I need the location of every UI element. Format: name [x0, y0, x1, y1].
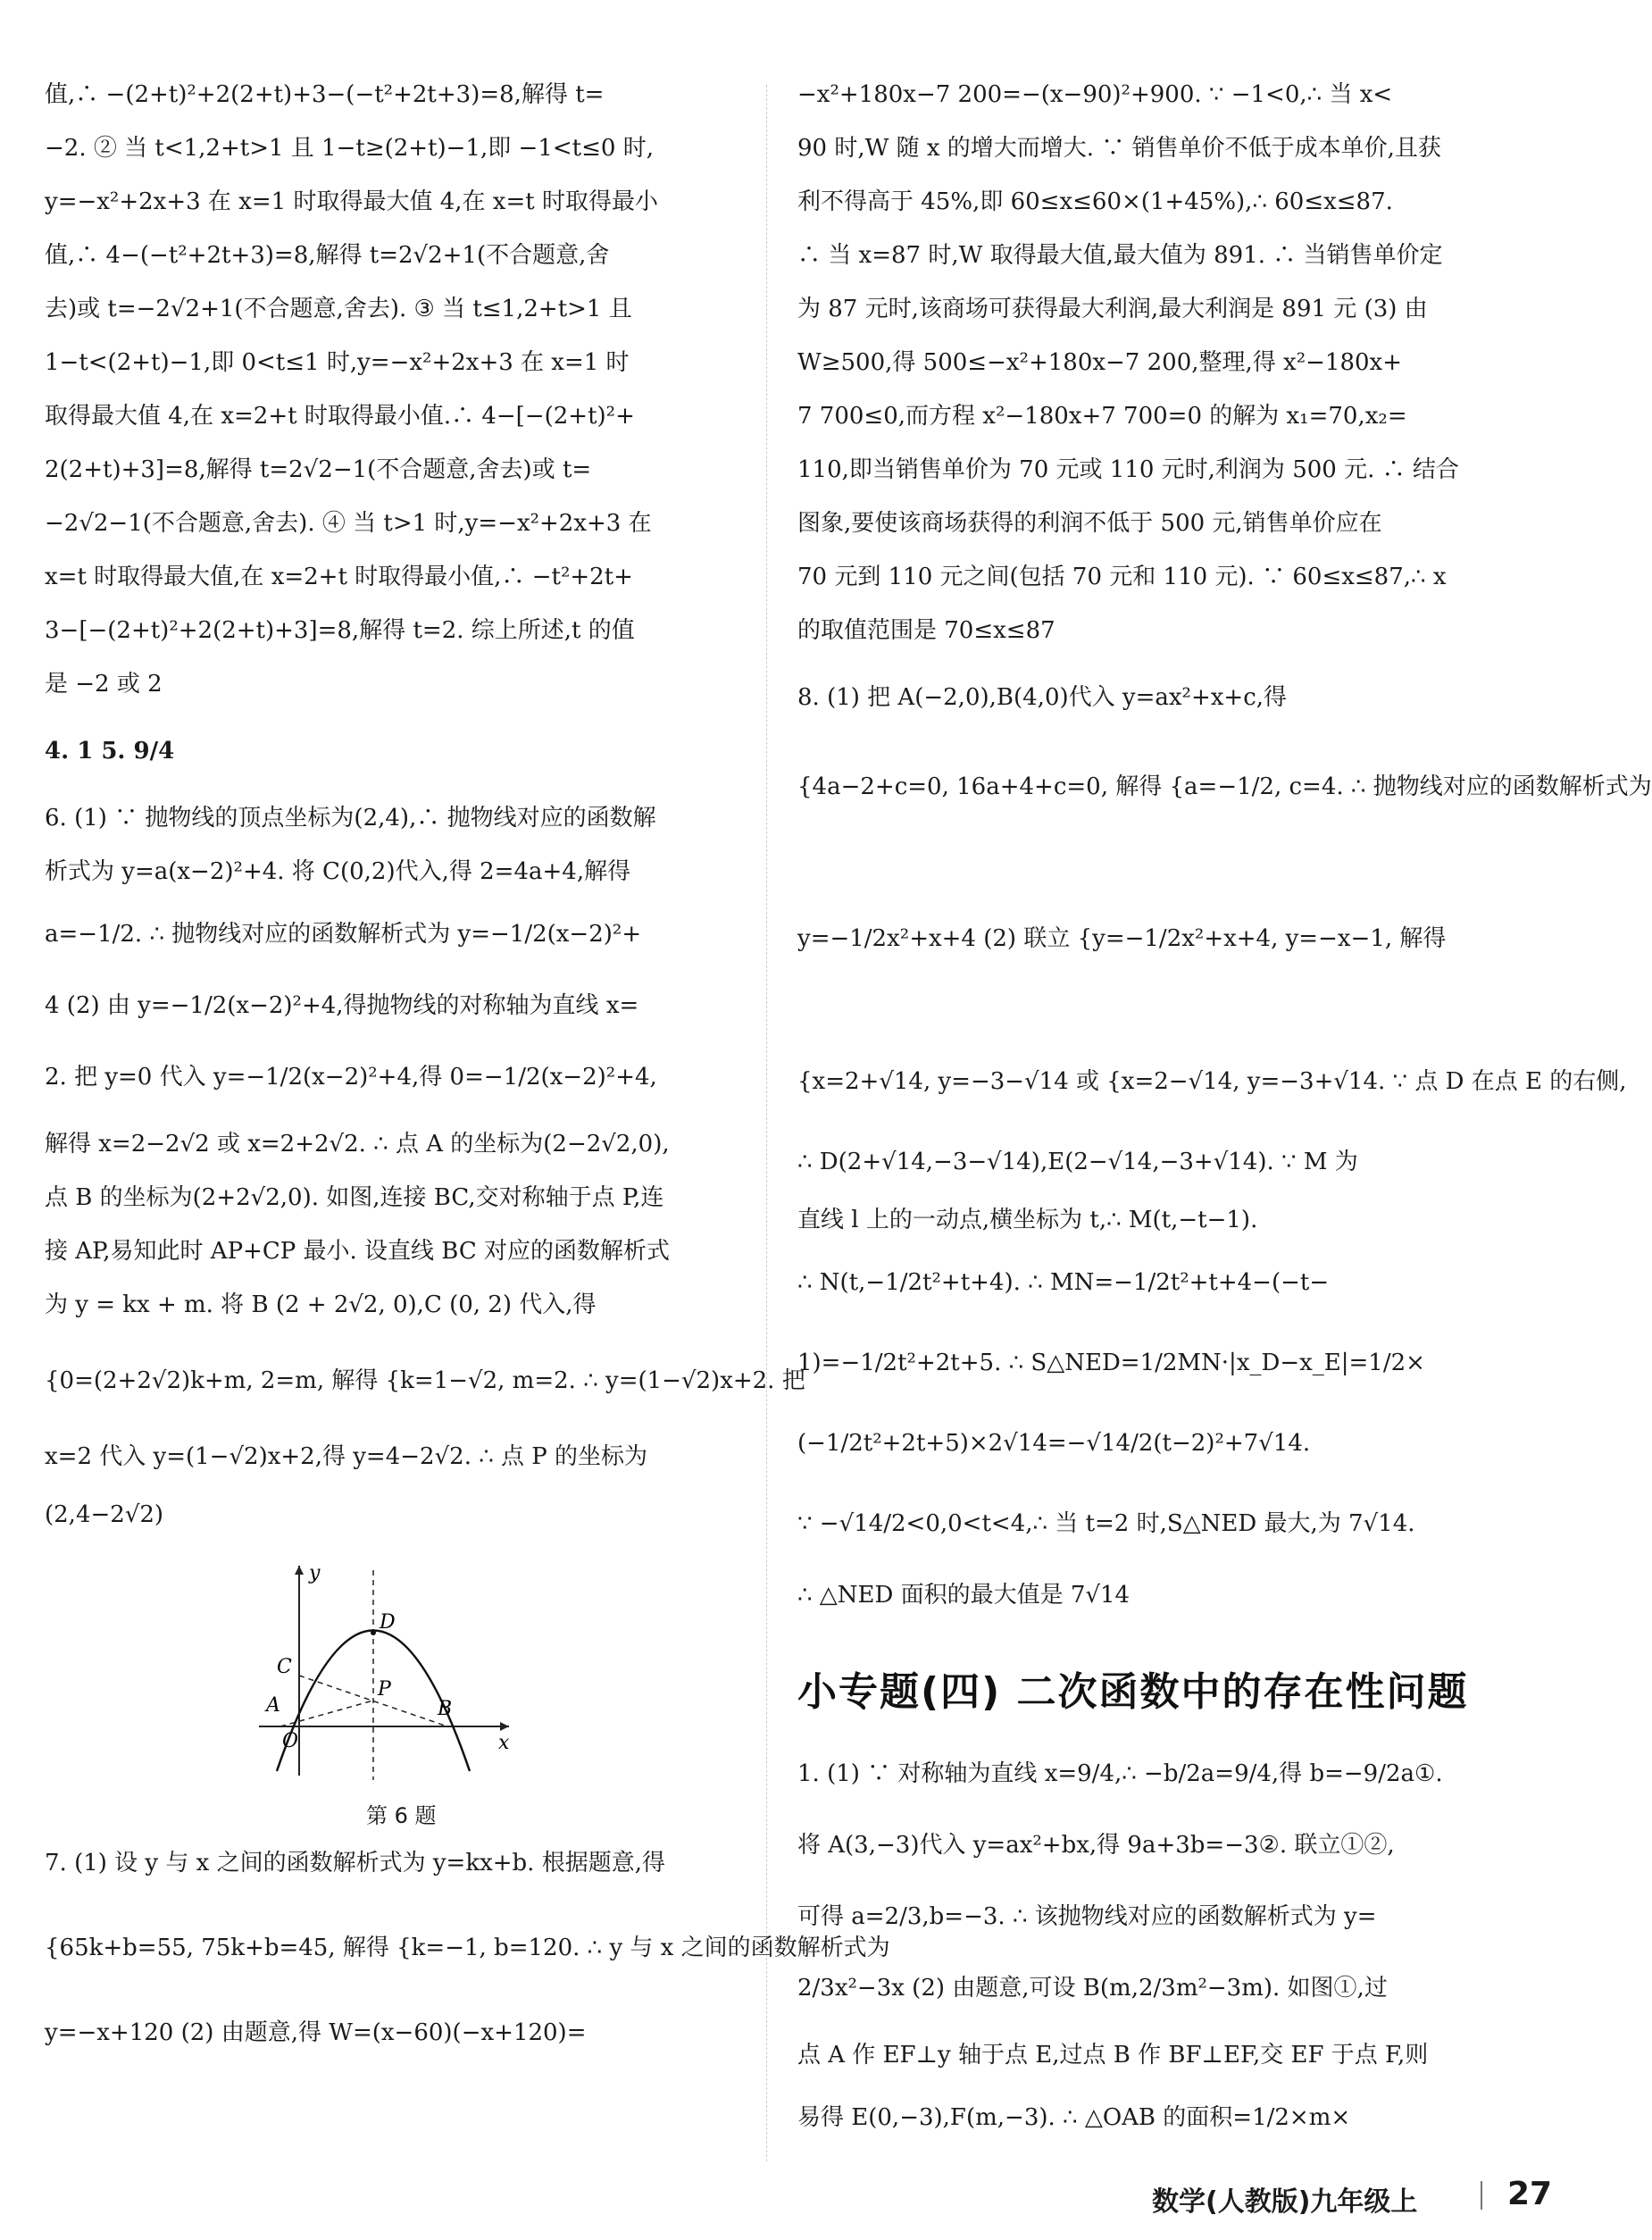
section-title: 小专题(四) 二次函数中的存在性问题: [797, 1669, 1469, 1715]
text-line: 2(2+t)+3]=8,解得 t=2√2−1(不合题意,舍去)或 t=: [45, 456, 592, 483]
label-d: D: [380, 1611, 396, 1634]
column-divider: [766, 85, 767, 2161]
text-line: 将 A(3,−3)代入 y=ax²+bx,得 9a+3b=−3②. 联立①②,: [797, 1832, 1395, 1859]
text-line: ∴ 当 x=87 时,W 取得最大值,最大值为 891. ∴ 当销售单价定: [797, 242, 1443, 269]
text-line: x=t 时取得最大值,在 x=2+t 时取得最小值,∴ −t²+2t+: [45, 564, 633, 590]
text-line: 易得 E(0,−3),F(m,−3). ∴ △OAB 的面积=1/2×m×: [797, 2104, 1351, 2131]
text-line: 是 −2 或 2: [45, 671, 163, 698]
text-line: 点 A 作 EF⊥y 轴于点 E,过点 B 作 BF⊥EF,交 EF 于点 F,则: [797, 2042, 1429, 2069]
text-line: ∴ N(t,−1/2t²+t+4). ∴ MN=−1/2t²+t+4−(−t−: [797, 1269, 1330, 1296]
label-p: P: [378, 1678, 391, 1701]
text-line: 4 (2) 由 y=−1/2(x−2)²+4,得抛物线的对称轴为直线 x=: [45, 992, 639, 1019]
text-line: 的取值范围是 70≤x≤87: [797, 617, 1055, 644]
text-line: (−1/2t²+2t+5)×2√14=−√14/2(t−2)²+7√14.: [797, 1430, 1311, 1457]
text-line: 利不得高于 45%,即 60≤x≤60×(1+45%),∴ 60≤x≤87.: [797, 188, 1393, 215]
text-line: 可得 a=2/3,b=−3. ∴ 该抛物线对应的函数解析式为 y=: [797, 1903, 1377, 1930]
page-number: 27: [1507, 2176, 1553, 2212]
equation-system: {0=(2+2√2)k+m, 2=m, 解得 {k=1−√2, m=2. ∴ y=(1−√2)x+2. 把: [45, 1367, 805, 1394]
text-line: x=2 代入 y=(1−√2)x+2,得 y=4−2√2. ∴ 点 P 的坐标为: [45, 1443, 648, 1470]
equation-system: {x=2+√14, y=−3−√14 或 {x=2−√14, y=−3+√14. ∵ 点 D 在点 E 的右侧,: [797, 1068, 1627, 1095]
equation-system: y=−1/2x²+x+4 (2) 联立 {y=−1/2x²+x+4, y=−x−1, 解得: [797, 925, 1447, 952]
text-line: 图象,要使该商场获得的利润不低于 500 元,销售单价应在: [797, 510, 1382, 537]
text-line: W≥500,得 500≤−x²+180x−7 200,整理,得 x²−180x+: [797, 349, 1402, 376]
text-line: 为 87 元时,该商场可获得最大利润,最大利润是 891 元 (3) 由: [797, 296, 1428, 322]
label-a: A: [266, 1694, 280, 1717]
footer-separator: [1481, 2181, 1482, 2210]
text-line: 7. (1) 设 y 与 x 之间的函数解析式为 y=kx+b. 根据题意,得: [45, 1850, 665, 1876]
text-line: ∵ −√14/2<0,0<t<4,∴ 当 t=2 时,S△NED 最大,为 7√14.: [797, 1510, 1415, 1537]
text-line: a=−1/2. ∴ 抛物线对应的函数解析式为 y=−1/2(x−2)²+: [45, 921, 642, 948]
figure-caption: 第 6 题: [366, 1803, 437, 1828]
point-d: [371, 1630, 376, 1635]
text-line: 值,∴ −(2+t)²+2(2+t)+3−(−t²+2t+3)=8,解得 t=: [45, 81, 605, 108]
text-line: 7 700≤0,而方程 x²−180x+7 700=0 的解为 x₁=70,x₂=: [797, 403, 1407, 430]
x-axis-arrow: [500, 1722, 509, 1731]
text-line: 2. 把 y=0 代入 y=−1/2(x−2)²+4,得 0=−1/2(x−2)²+4,: [45, 1064, 657, 1091]
text-line: 3−[−(2+t)²+2(2+t)+3]=8,解得 t=2. 综上所述,t 的值: [45, 617, 635, 644]
text-line: 析式为 y=a(x−2)²+4. 将 C(0,2)代入,得 2=4a+4,解得: [45, 858, 631, 885]
text-line: −x²+180x−7 200=−(x−90)²+900. ∵ −1<0,∴ 当 x<: [797, 81, 1393, 108]
text-line: −2. ② 当 t<1,2+t>1 且 1−t≥(2+t)−1,即 −1<t≤0 时,: [45, 135, 654, 162]
text-line: 值,∴ 4−(−t²+2t+3)=8,解得 t=2√2+1(不合题意,舍: [45, 242, 610, 269]
text-line: y=−x²+2x+3 在 x=1 时取得最大值 4,在 x=t 时取得最小: [45, 188, 658, 215]
label-x: x: [498, 1732, 510, 1754]
text-line: 2/3x²−3x (2) 由题意,可设 B(m,2/3m²−3m). 如图①,过: [797, 1975, 1388, 2002]
label-o: O: [282, 1730, 299, 1752]
text-line: 70 元到 110 元之间(包括 70 元和 110 元). ∵ 60≤x≤87,∴ x: [797, 564, 1447, 590]
label-c: C: [277, 1656, 292, 1678]
answer-4-5: 4. 1 5. 9/4: [45, 738, 175, 765]
text-line: 90 时,W 随 x 的增大而增大. ∵ 销售单价不低于成本单价,且获: [797, 135, 1441, 162]
text-line: ∴ D(2+√14,−3−√14),E(2−√14,−3+√14). ∵ M 为: [797, 1149, 1358, 1175]
footer-book-title: 数学(人教版)九年级上: [1152, 2186, 1418, 2218]
text-line: 解得 x=2−2√2 或 x=2+2√2. ∴ 点 A 的坐标为(2−2√2,0),: [45, 1131, 670, 1158]
label-b: B: [438, 1698, 453, 1720]
text-line: 去)或 t=−2√2+1(不合题意,舍去). ③ 当 t≤1,2+t>1 且: [45, 296, 632, 322]
text-line: 6. (1) ∵ 抛物线的顶点坐标为(2,4),∴ 抛物线对应的函数解: [45, 805, 656, 832]
text-line: 1. (1) ∵ 对称轴为直线 x=9/4,∴ −b/2a=9/4,得 b=−9/2a①.: [797, 1760, 1443, 1787]
label-y: y: [309, 1562, 321, 1584]
text-line: 取得最大值 4,在 x=2+t 时取得最小值.∴ 4−[−(2+t)²+: [45, 403, 635, 430]
text-line: y=−x+120 (2) 由题意,得 W=(x−60)(−x+120)=: [45, 2019, 587, 2046]
line-ap: [280, 1701, 373, 1726]
text-line: ∴ △NED 面积的最大值是 7√14: [797, 1582, 1131, 1609]
y-axis-arrow: [295, 1566, 304, 1575]
text-line: 1)=−1/2t²+2t+5. ∴ S△NED=1/2MN·|x_D−x_E|=1/2×: [797, 1350, 1425, 1376]
text-line: 直线 l 上的一动点,横坐标为 t,∴ M(t,−t−1).: [797, 1207, 1258, 1233]
equation-system: {65k+b=55, 75k+b=45, 解得 {k=−1, b=120. ∴ y 与 x 之间的函数解析式为: [45, 1935, 890, 1961]
text-line: 1−t<(2+t)−1,即 0<t≤1 时,y=−x²+2x+3 在 x=1 时: [45, 349, 630, 376]
text-line: (2,4−2√2): [45, 1501, 164, 1528]
text-line: 110,即当销售单价为 70 元或 110 元时,利润为 500 元. ∴ 结合: [797, 456, 1459, 483]
parabola-figure: [259, 1561, 580, 1784]
text-line: 点 B 的坐标为(2+2√2,0). 如图,连接 BC,交对称轴于点 P,连: [45, 1184, 664, 1211]
text-line: −2√2−1(不合题意,舍去). ④ 当 t>1 时,y=−x²+2x+3 在: [45, 510, 652, 537]
text-line: 接 AP,易知此时 AP+CP 最小. 设直线 BC 对应的函数解析式: [45, 1238, 671, 1265]
text-line: 8. (1) 把 A(−2,0),B(4,0)代入 y=ax²+x+c,得: [797, 684, 1288, 711]
text-line: 为 y = kx + m. 将 B (2 + 2√2, 0),C (0, 2) 代入,得: [45, 1291, 597, 1318]
equation-system: {4a−2+c=0, 16a+4+c=0, 解得 {a=−1/2, c=4. ∴ 抛物线对应的函数解析式为: [797, 773, 1652, 800]
